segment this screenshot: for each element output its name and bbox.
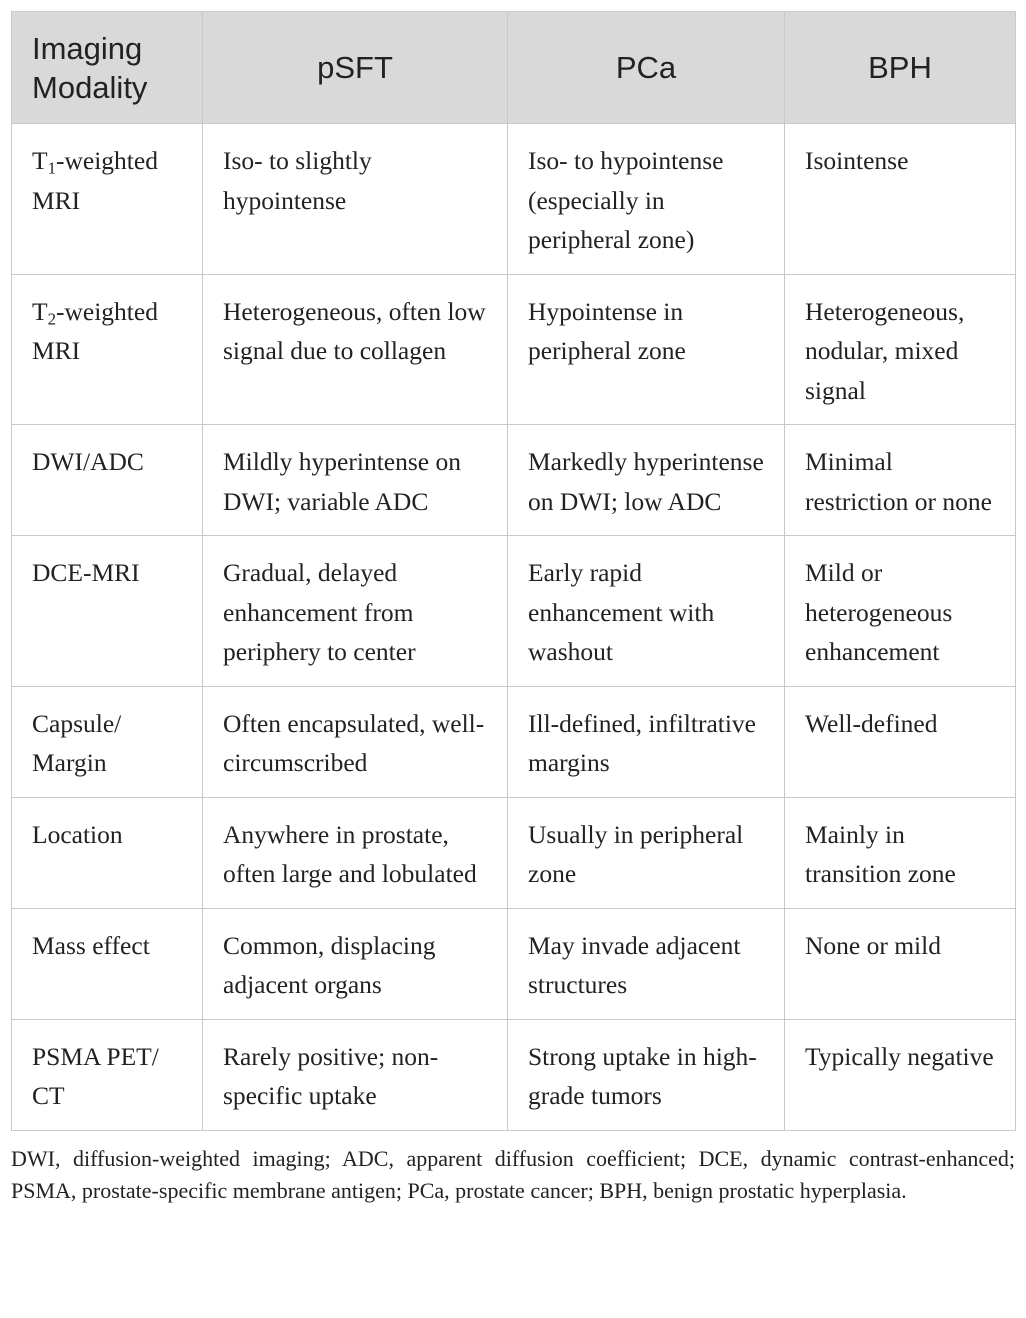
psft-cell: Iso- to slightly hypointense [203,124,508,275]
modality-cell: $T_1$-weighted MRI [12,124,203,275]
psft-cell: Often encapsulated, well-circumscribed [203,686,508,797]
modality-cell: PSMA PET/ CT [12,1019,203,1130]
psft-cell: Common, displacing adjacent organs [203,908,508,1019]
bph-cell: Typically negative [785,1019,1016,1130]
header-pca: PCa [508,12,785,124]
modality-cell: Mass effect [12,908,203,1019]
pca-cell: May invade adjacent structures [508,908,785,1019]
pca-cell: Hypointense in peripheral zone [508,274,785,425]
psft-cell: Heterogeneous, often low signal due to collagen [203,274,508,425]
pca-cell: Strong uptake in high-grade tumors [508,1019,785,1130]
psft-cell: Mildly hyperintense on DWI; variable ADC [203,425,508,536]
psft-cell: Anywhere in prostate, often large and lobulated [203,797,508,908]
imaging-comparison-table [11,11,1016,1131]
psft-cell: Gradual, delayed enhancement from periphery to center [203,536,508,687]
table-row [12,908,1016,1019]
modality-cell: Location [12,797,203,908]
modality-cell: Capsule/ Margin [12,686,203,797]
bph-cell: Minimal restriction or none [785,425,1016,536]
comparison-table-container [11,11,1015,1207]
psft-cell: Rarely positive; non-specific uptake [203,1019,508,1130]
table-header-row [12,12,1016,124]
table-row [12,425,1016,536]
table-row [12,124,1016,275]
table-row [12,536,1016,687]
table-footnote: DWI, diffusion-weighted imaging; ADC, apparent diffusion coefficient; DCE, dynamic contrast-enhanced; PSMA, prostate-specific membrane antigen; PCa, prostate cancer; BPH, benign prostatic hyperplasia. [11,1145,1015,1203]
table-row [12,274,1016,425]
pca-cell: Ill-defined, infiltrative margins [508,686,785,797]
pca-cell: Iso- to hypointense (especially in peripheral zone) [508,124,785,275]
table-row [12,797,1016,908]
table-row [12,1019,1016,1130]
bph-cell: Isointense [785,124,1016,275]
header-psft: pSFT [203,12,508,124]
header-bph: BPH [785,12,1016,124]
modality-cell: $T_2$-weighted MRI [12,274,203,425]
bph-cell: None or mild [785,908,1016,1019]
bph-cell: Mild or heterogeneous enhancement [785,536,1016,687]
modality-cell: DCE-MRI [12,536,203,687]
pca-cell: Early rapid enhancement with washout [508,536,785,687]
header-imaging-modality: Imaging Modality [12,12,203,124]
table-row [12,686,1016,797]
bph-cell: Heterogeneous, nodular, mixed signal [785,274,1016,425]
pca-cell: Markedly hyperintense on DWI; low ADC [508,425,785,536]
bph-cell: Mainly in transition zone [785,797,1016,908]
modality-cell: DWI/ADC [12,425,203,536]
bph-cell: Well-defined [785,686,1016,797]
pca-cell: Usually in peripheral zone [508,797,785,908]
